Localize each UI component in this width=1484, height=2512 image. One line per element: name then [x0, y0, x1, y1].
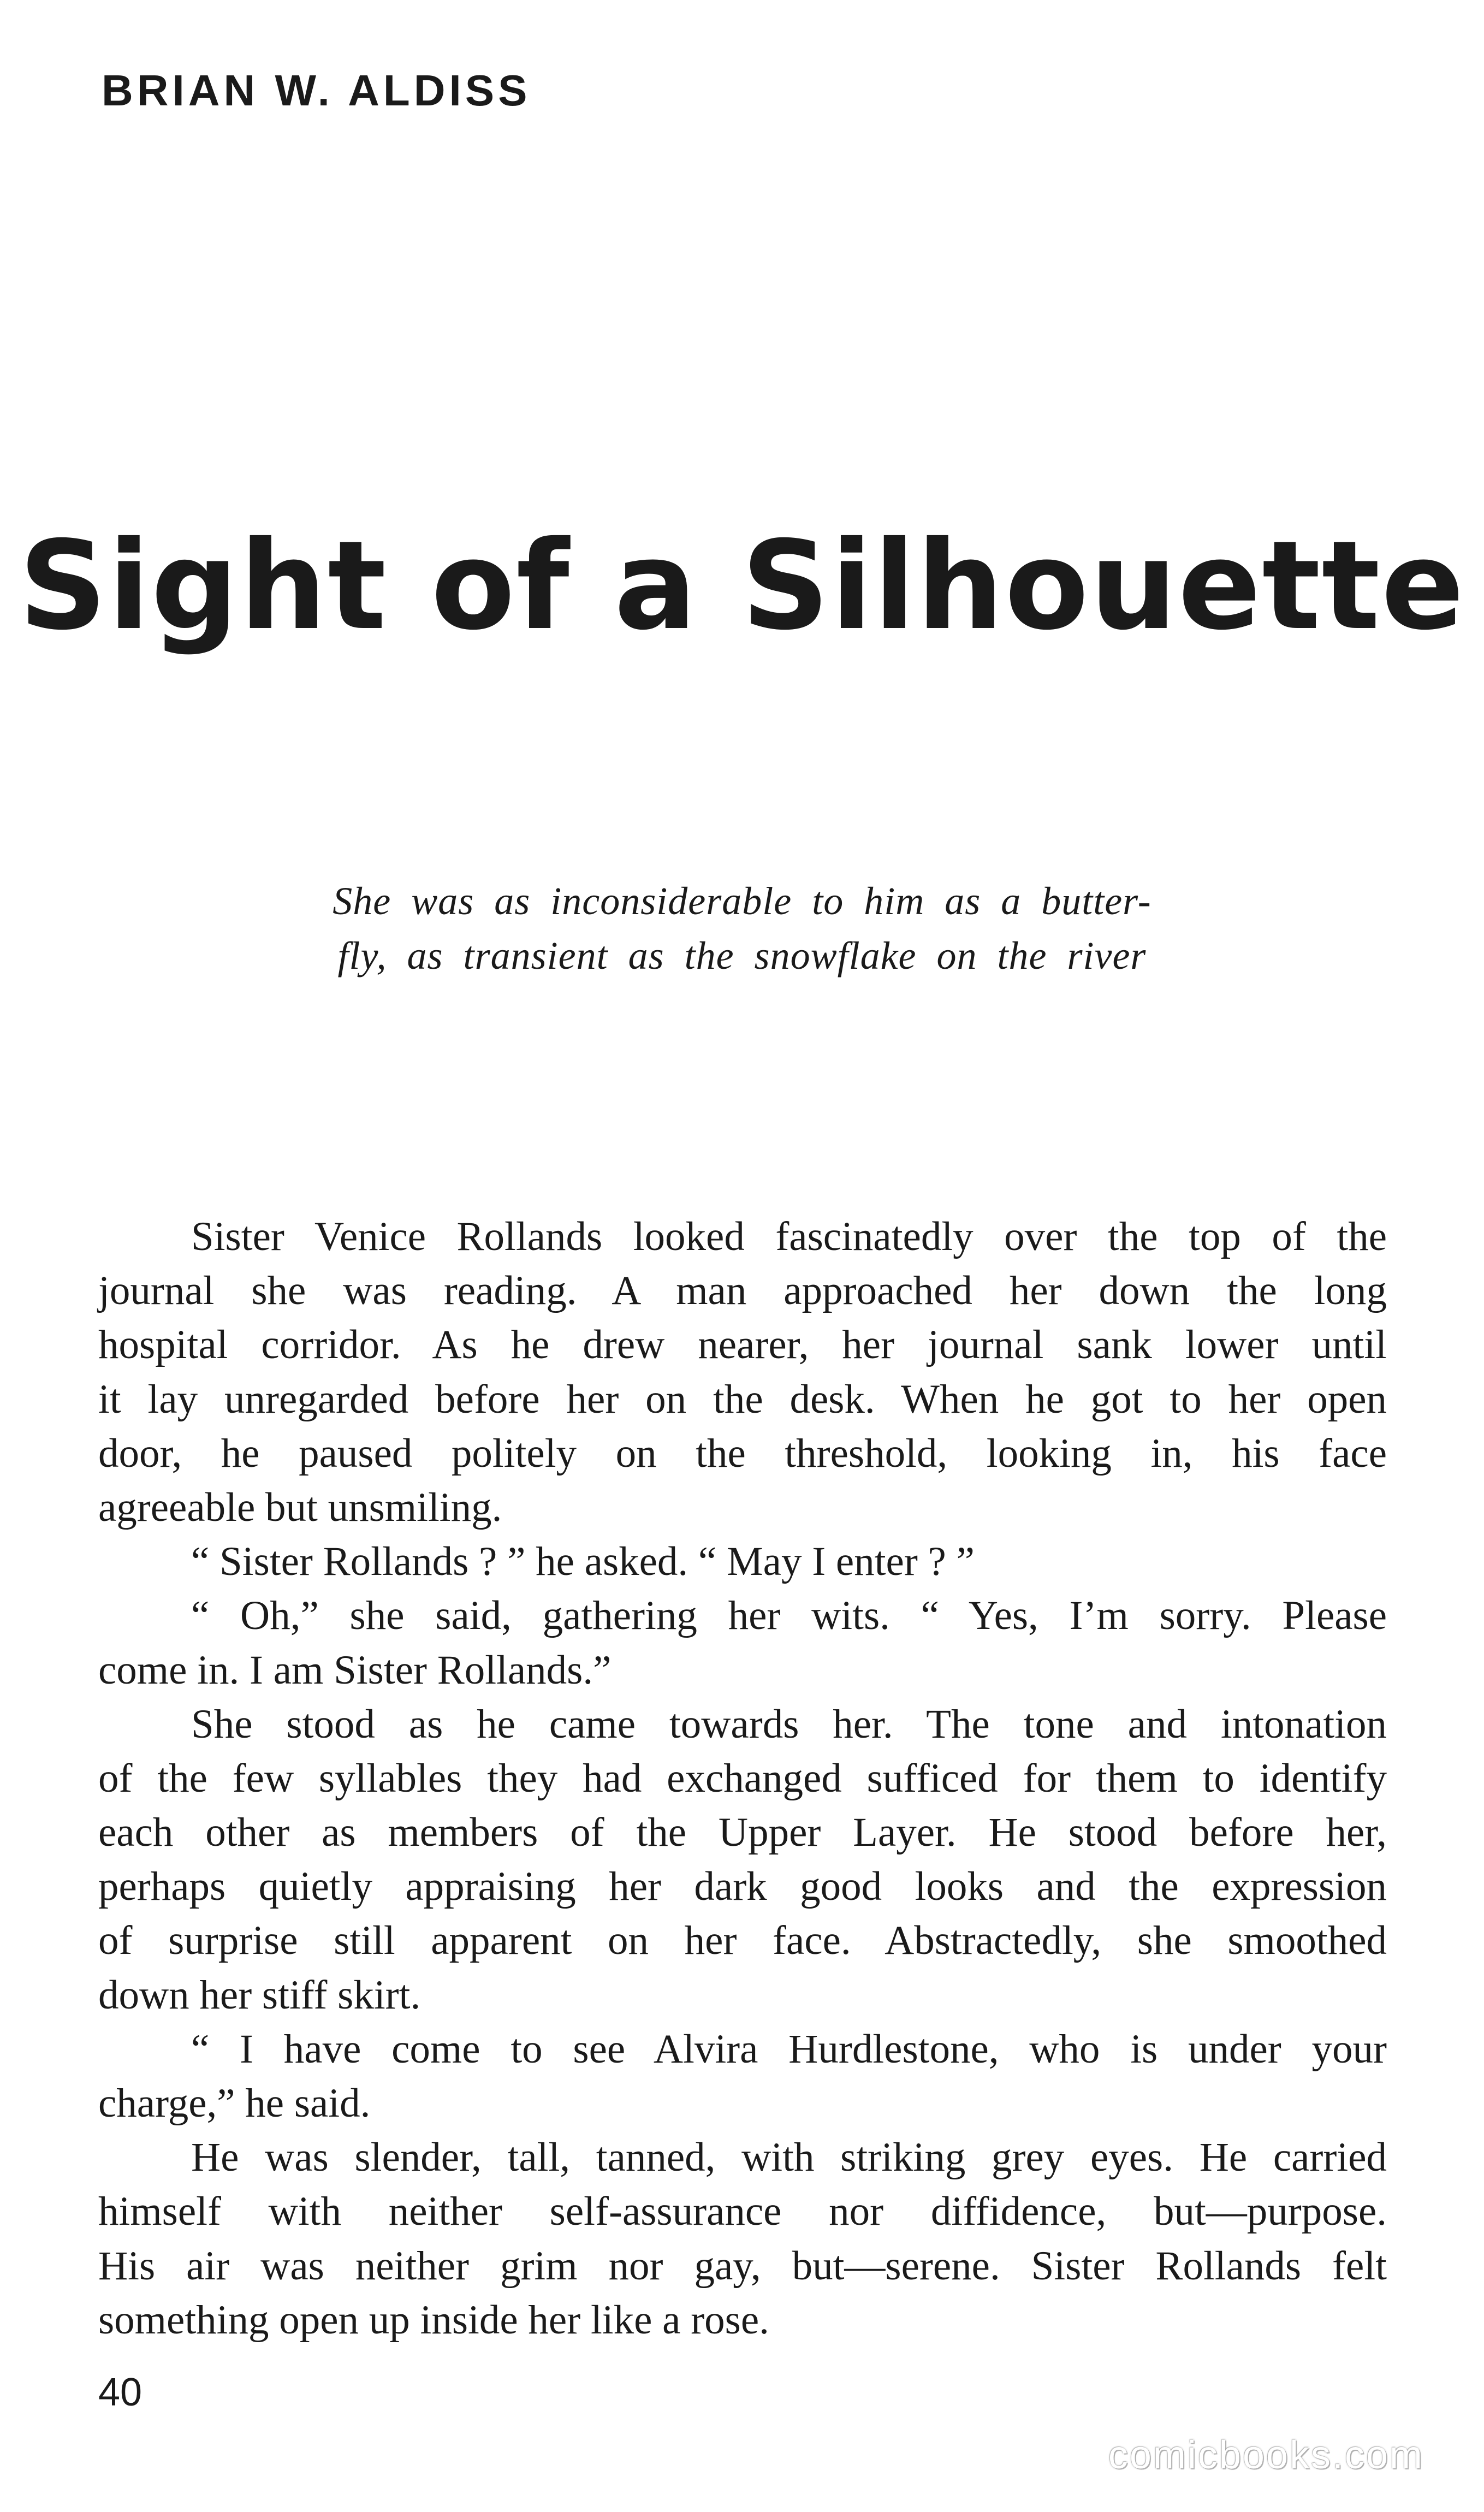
body-line: door, he paused politely on the threshold, looking in, his face: [98, 1430, 1387, 1476]
story-blurb: [0, 874, 1484, 983]
body-line: His air was neither grim nor gay, but—serene. Sister Rollands felt: [98, 2243, 1387, 2289]
body-line: himself with neither self-assurance nor diffidence, but—purpose.: [98, 2189, 1387, 2235]
body-line: “ Sister Rollands ? ” he asked. “ May I enter ? ”: [191, 1539, 975, 1585]
body-line: “ I have come to see Alvira Hurdlestone, who is under your: [191, 2026, 1387, 2072]
body-line: charge,” he said.: [98, 2081, 371, 2126]
body-line: perhaps quietly appraising her dark good looks and the expression: [98, 1864, 1387, 1910]
body-line: He was slender, tall, tanned, with striking grey eyes. He carried: [191, 2135, 1387, 2181]
author-name: BRIAN W. ALDISS: [102, 66, 531, 115]
body-line: journal she was reading. A man approached her down the long: [98, 1268, 1387, 1314]
body-line: come in. I am Sister Rollands.”: [98, 1647, 612, 1693]
body-line: agreeable but unsmiling.: [98, 1484, 502, 1530]
body-line: down her stiff skirt.: [98, 1972, 421, 2018]
body-line: “ Oh,” she said, gathering her wits. “ Yes, I’m sorry. Please: [191, 1593, 1387, 1639]
body-line: it lay unregarded before her on the desk. When he got to her open: [98, 1376, 1387, 1422]
body-line: hospital corridor. As he drew nearer, her journal sank lower until: [98, 1322, 1387, 1368]
blurb-line: She was as inconsiderable to him as a butter-: [333, 879, 1151, 923]
blurb-line: fly, as transient as the snowflake on the river: [337, 934, 1147, 977]
story-title: Sight of a Silhouette: [19, 514, 1465, 657]
body-line: Sister Venice Rollands looked fascinatedly over the top of the: [191, 1214, 1387, 1259]
body-line: She stood as he came towards her. The tone and intonation: [191, 1701, 1387, 1747]
body-line: of surprise still apparent on her face. Abstractedly, she smoothed: [98, 1918, 1387, 1964]
page-number: 40: [98, 2371, 143, 2414]
watermark: comicbooks.com: [1108, 2433, 1424, 2477]
body-line: each other as members of the Upper Layer. He stood before her,: [98, 1810, 1387, 1856]
story-body: [98, 1210, 1387, 2347]
body-line: something open up inside her like a rose.: [98, 2297, 769, 2343]
body-line: of the few syllables they had exchanged sufficed for them to identify: [98, 1755, 1387, 1801]
